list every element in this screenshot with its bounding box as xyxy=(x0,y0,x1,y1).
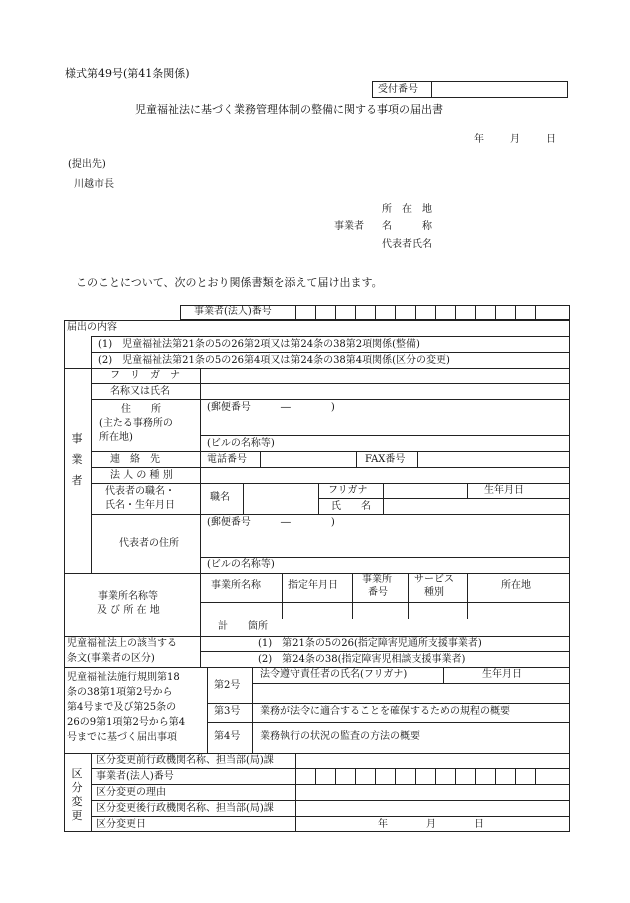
rule-no4-text: 業務執行の状況の監査の方法の概要 xyxy=(260,731,420,742)
change-side-label: 区分変更 xyxy=(71,767,83,822)
change-date-year: 年 xyxy=(378,819,388,830)
rule-label-4: 26の9第1項第2号から第4 xyxy=(67,717,186,728)
article-label-2: 条文(事業者の区分) xyxy=(67,653,155,664)
col-designated-date: 指定年月日 xyxy=(288,580,338,591)
offices-label-2: 及 び 所 在 地 xyxy=(97,605,160,616)
article-option-2: (2) 第24条の38(指定障害児相談支援事業者) xyxy=(258,654,466,665)
article-option-1: (1) 第21条の5の26(指定障害児通所支援事業者) xyxy=(258,638,482,649)
change-date-day: 日 xyxy=(474,819,484,830)
rep-name-label: 氏 名 xyxy=(331,501,371,512)
rule-no2-label: 第2号 xyxy=(214,680,241,691)
phone-label: 電話番号 xyxy=(207,454,247,465)
rule-no2-text: 法令遵守責任者の氏名(フリガナ) xyxy=(260,669,408,680)
postal-code-field[interactable]: (郵便番号 ― ) xyxy=(207,402,335,413)
rule-no3-label: 第3号 xyxy=(214,706,241,717)
rule-label-2: 条の38第1項第2号から xyxy=(67,687,173,698)
col-office-name: 事業所名称 xyxy=(211,580,261,591)
operator-address: 所 在 地 xyxy=(382,204,432,215)
content-label: 届出の内容 xyxy=(67,322,117,333)
rule-no2-birth: 生年月日 xyxy=(482,669,522,680)
rule-no4-label: 第4号 xyxy=(214,731,241,742)
rep-info-label-1: 代表者の職名・ xyxy=(105,486,175,497)
receipt-label: 受付番号 xyxy=(378,84,418,95)
furigana-label: フ リ ガ ナ xyxy=(110,370,180,381)
change-row-5: 区分変更日 xyxy=(96,819,146,830)
rep-furigana-label: フリガナ xyxy=(328,485,368,496)
operator-label: 事業者 xyxy=(334,221,364,232)
rep-address-label: 代表者の住所 xyxy=(119,538,179,549)
offices-label-1: 事業所名称等 xyxy=(98,591,158,602)
change-date-month: 月 xyxy=(426,819,436,830)
rule-label-5: 号までに基づく届出事項 xyxy=(67,732,177,743)
col-office-number-1: 事業所 xyxy=(362,574,392,585)
fax-label: FAX番号 xyxy=(365,454,406,465)
building-field[interactable]: (ビルの名称等) xyxy=(207,438,275,449)
addressee-label: (提出先) xyxy=(68,159,106,170)
form-id: 様式第49号(第41条関係) xyxy=(65,67,190,80)
name-label: 名称又は氏名 xyxy=(110,386,170,397)
col-service-type-2: 種別 xyxy=(424,587,444,598)
address-label-2: (主たる事務所の xyxy=(99,418,173,429)
page-title: 児童福祉法に基づく業務管理体制の整備に関する事項の届出書 xyxy=(135,103,443,116)
change-row-2: 事業者(法人)番号 xyxy=(96,771,174,782)
corp-type-label: 法 人 の 種 別 xyxy=(110,470,173,481)
content-item-2: (2) 児童福祉法第21条の5の26第4項又は第24条の38第4項関係(区分の変更) xyxy=(98,355,450,366)
col-location: 所在地 xyxy=(501,580,531,591)
intro-text: このことについて、次のとおり関係書類を添えて届け出ます。 xyxy=(76,276,383,289)
col-office-number-2: 番号 xyxy=(368,587,388,598)
offices-total: 計 箇所 xyxy=(218,621,268,632)
col-service-type-1: サービス xyxy=(414,574,454,585)
rule-label-3: 第4号まで及び第25条の xyxy=(67,702,177,713)
change-row-4: 区分変更後行政機関名称、担当部(局)課 xyxy=(96,803,274,814)
operator-rep: 代表者氏名 xyxy=(382,239,432,250)
contact-label: 連 絡 先 xyxy=(110,454,160,465)
operator-name: 名 称 xyxy=(382,221,432,232)
date-day: 日 xyxy=(546,134,556,145)
birth-label: 生年月日 xyxy=(484,485,524,496)
date-year: 年 xyxy=(474,134,484,145)
article-label-1: 児童福祉法上の該当する xyxy=(67,638,177,649)
rule-label-1: 児童福祉法施行規則第18 xyxy=(67,672,180,683)
address-label-3: 所在地) xyxy=(99,432,133,443)
rep-info-label-2: 氏名・生年月日 xyxy=(105,500,175,511)
change-row-1: 区分変更前行政機関名称、担当部(局)課 xyxy=(96,755,274,766)
position-label: 職名 xyxy=(210,492,230,503)
content-item-1: (1) 児童福祉法第21条の5の26第2項又は第24条の38第2項関係(整備) xyxy=(98,339,420,350)
jigyosha-side-label: 事業者 xyxy=(71,432,83,487)
postal-code-field-2[interactable]: (郵便番号 ― ) xyxy=(207,517,335,528)
address-label-1: 住 所 xyxy=(121,404,161,415)
addressee-name: 川越市長 xyxy=(74,179,114,190)
rule-no3-text: 業務が法令に適合することを確保するための規程の概要 xyxy=(260,706,510,717)
building-field-2[interactable]: (ビルの名称等) xyxy=(207,559,275,570)
date-month: 月 xyxy=(510,134,520,145)
change-row-3: 区分変更の理由 xyxy=(96,787,166,798)
corp-number-label: 事業者(法人)番号 xyxy=(194,306,272,317)
